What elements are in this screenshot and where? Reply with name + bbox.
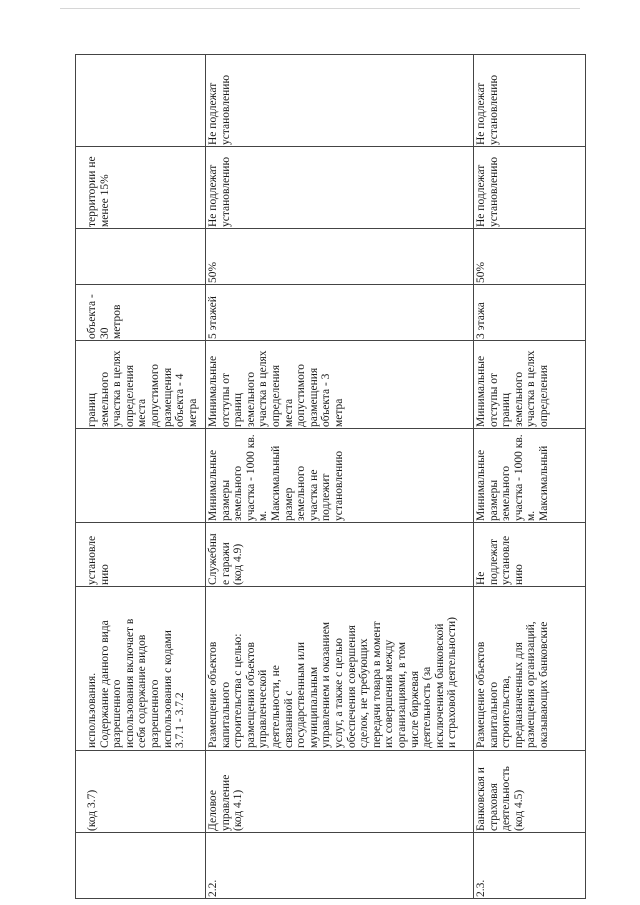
cont-row-description: использования. Содержание данного вида разрешенного использования включает в себя содержание видов разрешенного использования с кодами 3.7.1 - 3.7.2 xyxy=(86,618,187,748)
row-2-2-name: Деловое управление (код 4.1) xyxy=(207,774,245,831)
row-2-2-height: 5 этажей xyxy=(207,296,219,339)
row-2-3-height: 3 этажа xyxy=(475,302,487,339)
cont-row-auxiliary: установле нию xyxy=(86,535,111,585)
row-2-3-extra: Не подлежат установлению xyxy=(475,74,500,145)
table-border-right xyxy=(585,54,586,899)
cont-row-setback: границ земельного участка в целях определения места допустимого размещения объекта - 4 метра xyxy=(86,350,199,427)
row-2-3-auxiliary: Не подлежат установле нию xyxy=(475,535,525,585)
row-separator xyxy=(473,54,474,899)
cont-row-code: (код 3.7) xyxy=(86,789,98,831)
row-2-3-setback: Минимальные отступы от границ земельного участка в целях определения xyxy=(475,350,550,427)
row-2-3-name: Банковская и страховая деятельность (код 4.5) xyxy=(475,766,525,831)
row-2-2-plot-size: Минимальные размеры земельного участка - 1000 кв. м. Максимальный размер земельного участка не подлежит установлению xyxy=(207,434,345,521)
table-border-left xyxy=(75,54,76,899)
scan-edge-line xyxy=(60,8,580,9)
table-border-bottom xyxy=(75,898,586,899)
row-2-2-coverage: 50% xyxy=(207,261,219,283)
row-2-2-number: 2.2. xyxy=(207,879,219,897)
column-separator xyxy=(75,586,586,587)
cont-row-territory: территории не менее 15% xyxy=(86,156,111,227)
row-2-2-auxiliary: Служебны е гаражи (код 4.9) xyxy=(207,533,245,585)
row-2-3-number: 2.3. xyxy=(475,879,487,897)
row-2-2-territory: Не подлежат установлению xyxy=(207,156,232,227)
row-2-2-description: Размещение объектов капитального строительства с целью: размещения объектов управленческой деятельности, не связанной с государственным или муниципальным управлением и оказанием услуг, а также с целью обеспечения совершения сделок, не требующих передачи товара в момент их совершения между организациями, в том числе биржевая деятельность (за исключением банковской и страховой деятельности) xyxy=(207,616,459,748)
row-2-3-coverage: 50% xyxy=(475,261,487,283)
row-2-2-setback: Минимальные отступы от границ земельного участка в целях определения места допустимого размещения объекта - 3 метра xyxy=(207,350,345,427)
row-2-3-description: Размещение объектов капитального строительства, предназначенных для размещения организаций, оказывающих банковские xyxy=(475,621,550,748)
row-2-2-extra: Не подлежат установлению xyxy=(207,74,232,145)
row-2-3-plot-size: Минимальные размеры земельного участка - 1000 кв. м. Максимальный xyxy=(475,434,550,521)
row-2-3-territory: Не подлежат установлению xyxy=(475,156,500,227)
cont-row-height: объекта - 30 метров xyxy=(86,294,124,339)
